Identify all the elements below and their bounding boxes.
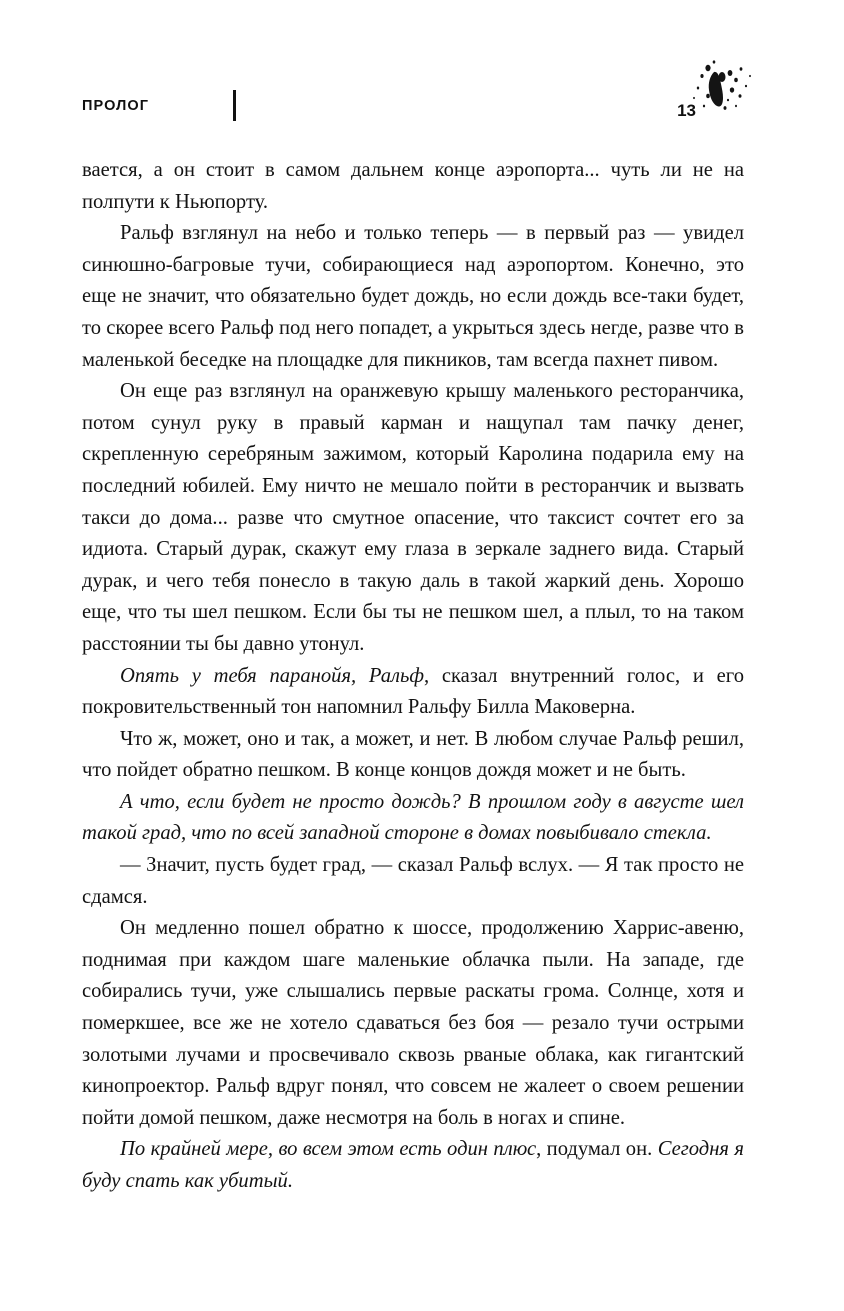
paragraph: Что ж, может, оно и так, а может, и нет. В любом случае Ральф решил, что пойдет обратно пешком. В конце концов дождя может и не быть. bbox=[82, 727, 744, 782]
vertical-rule-icon bbox=[233, 90, 236, 121]
paragraph: вается, а он стоит в самом дальнем конце аэропорта... чуть ли не на полпути к Ньюпорту. bbox=[82, 159, 744, 213]
paragraph bbox=[82, 1134, 744, 1197]
paragraph bbox=[82, 661, 744, 724]
page-number: 13 bbox=[677, 101, 696, 120]
paragraph-italic-lead: По крайней мере, во всем этом есть один плюс bbox=[120, 1138, 537, 1161]
paragraph-italic-tail: Сегодня я буду спать как убитый. bbox=[82, 1138, 744, 1192]
paragraph-text: , подумал он. bbox=[536, 1138, 658, 1161]
body-text bbox=[82, 155, 744, 1198]
running-head bbox=[82, 88, 762, 136]
paragraph-italic-lead: Опять у тебя паранойя, Ральф bbox=[120, 664, 424, 687]
paragraph: Он медленно пошел обратно к шоссе, продолжению Харрис-авеню, поднимая при каждом шаге маленькие облачка пыли. На западе, где собирались тучи, уже слышались первые раскаты грома. Солнце, хотя и померкшее, все же не хотело сдаваться без боя — резало тучи острыми золотыми лучами и просвечивало сквозь рваные облака, как гигантский кинопроектор. Ральф вдруг понял, что совсем не жалеет о своем решении пойти домой пешком, даже несмотря на боль в ногах и спине. bbox=[82, 917, 744, 1129]
paragraph: Ральф взглянул на небо и только теперь — в первый раз — увидел синюшно-багровые тучи, собирающиеся над аэропортом. Конечно, это еще не значит, что обязательно будет дождь, но если дождь все-таки будет, то скорее всего Ральф под него попадет, а укрыться здесь негде, разве что в маленькой беседке на площадке для пикников, там всегда пахнет пивом. bbox=[82, 222, 744, 371]
paragraph-text: , сказал внутренний голос, и его покровительственный тон напомнил Ральфу Билла Маковерна. bbox=[82, 664, 744, 719]
running-head-label: ПРОЛОГ bbox=[82, 98, 150, 114]
paragraph: А что, если будет не просто дождь? В прошлом году в августе шел такой град, что по всей западной стороне в домах повыбивало стекла. bbox=[82, 790, 744, 845]
paragraph: — Значит, пусть будет град, — сказал Ральф вслух. — Я так просто не сдамся. bbox=[82, 854, 744, 908]
ink-blot-ornament-icon bbox=[678, 60, 762, 134]
paragraph: Он еще раз взглянул на оранжевую крышу маленького ресторанчика, потом сунул руку в правый карман и нащупал там пачку денег, скрепленную серебряным зажимом, который Каролина подарила ему на последний юбилей. Ему ничто не мешало пойти в ресторанчик и вызвать такси до дома... разве что смутное опасение, что таксист сочтет его за идиота. Старый дурак, скажут ему глаза в зеркале заднего вида. Старый дурак, и чего тебя понесло в такую даль в такой жаркий день. Хорошо еще, что ты шел пешком. Если бы ты не пешком шел, а плыл, то на таком расстоянии ты бы давно утонул. bbox=[82, 380, 744, 655]
